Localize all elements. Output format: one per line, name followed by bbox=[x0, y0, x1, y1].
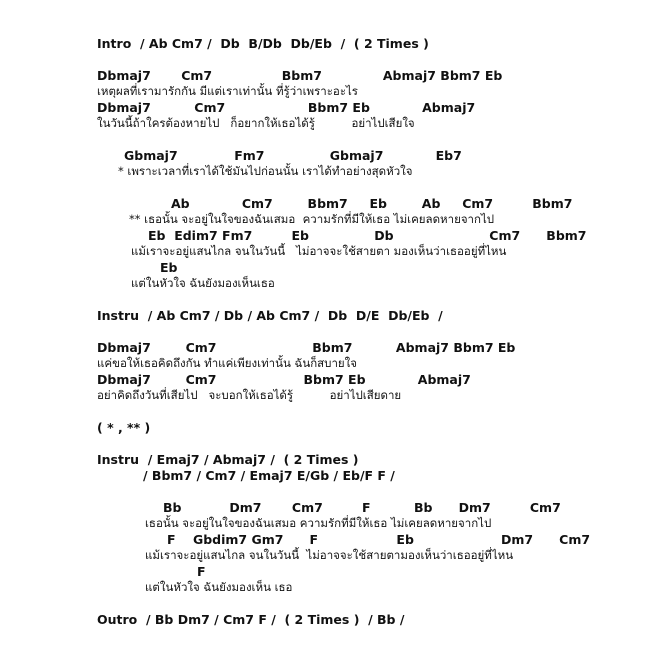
intro-line: Intro / Ab Cm7 / Db B/Db Db/Eb / ( 2 Times ) bbox=[97, 36, 429, 51]
verse2-chords-1: Dbmaj7 Cm7 Bbm7 Abmaj7 Bbm7 Eb bbox=[97, 340, 516, 355]
pre-chorus-chords: Gbmaj7 Fm7 Gbmaj7 Eb7 bbox=[124, 148, 462, 163]
verse1-chords-1: Dbmaj7 Cm7 Bbm7 Abmaj7 Bbm7 Eb bbox=[97, 68, 503, 83]
chorus1-lyrics-1: ** เธอนั้น จะอยู่ในใจของฉันเสมอ ความรักที่มีให้เธอ ไม่เคยลดหายจากไป bbox=[129, 212, 495, 226]
instru2-line-1: Instru / Emaj7 / Abmaj7 / ( 2 Times ) bbox=[97, 452, 359, 467]
verse2-lyrics-1: แค่ขอให้เธอคิดถึงกัน ทำแค่เพียงเท่านั้น ฉันก็สบายใจ bbox=[97, 356, 358, 370]
verse2-chords-2: Dbmaj7 Cm7 Bbm7 Eb Abmaj7 bbox=[97, 372, 471, 387]
chorus2-chords-2: F Gbdim7 Gm7 F Eb Dm7 Cm7 bbox=[167, 532, 591, 547]
verse1-lyrics-1: เหตุผลที่เรามารักกัน มีแต่เราเท่านั้น ที่รู้ว่าเพราะอะไร bbox=[97, 84, 358, 98]
pre-chorus-lyrics: * เพราะเวลาที่เราได้ใช้มันไปก่อนนั้น เราได้ทำอย่างสุดหัวใจ bbox=[118, 164, 413, 178]
verse1-lyrics-2: ในวันนี้ถ้าใครต้องหายไป ก็อยากให้เธอได้รู้ อย่าไปเสียใจ bbox=[97, 116, 415, 130]
chorus2-chords-1: Bb Dm7 Cm7 F Bb Dm7 Cm7 bbox=[163, 500, 561, 515]
chorus1-chords-1: Ab Cm7 Bbm7 Eb Ab Cm7 Bbm7 bbox=[171, 196, 573, 211]
chorus1-lyrics-3: แต่ในหัวใจ ฉันยังมองเห็นเธอ bbox=[131, 276, 275, 290]
chorus1-lyrics-2: แม้เราจะอยู่แสนไกล จนในวันนี้ ไม่อาจจะใช้สายตา มองเห็นว่าเธออยู่ที่ไหน bbox=[131, 244, 507, 258]
repeat-marker: ( * , ** ) bbox=[97, 420, 151, 435]
verse1-chords-2: Dbmaj7 Cm7 Bbm7 Eb Abmaj7 bbox=[97, 100, 476, 115]
outro-line: Outro / Bb Dm7 / Cm7 F / ( 2 Times ) / Bb / bbox=[97, 612, 405, 627]
chorus2-lyrics-2: แม้เราจะอยู่แสนไกล จนในวันนี้ ไม่อาจจะใช้สายตามองเห็นว่าเธออยู่ที่ไหน bbox=[145, 548, 514, 562]
verse2-lyrics-2: อย่าคิดถึงวันที่เสียไป จะบอกให้เธอได้รู้ อย่าไปเสียดาย bbox=[97, 388, 402, 402]
chorus1-chords-2: Eb Edim7 Fm7 Eb Db Cm7 Bbm7 bbox=[148, 228, 587, 243]
instru1-line: Instru / Ab Cm7 / Db / Ab Cm7 / Db D/E Db/Eb / bbox=[97, 308, 443, 323]
chorus1-chords-3: Eb bbox=[160, 260, 178, 275]
chorus2-lyrics-3: แต่ในหัวใจ ฉันยังมองเห็น เธอ bbox=[145, 580, 293, 594]
instru2-line-2: / Bbm7 / Cm7 / Emaj7 E/Gb / Eb/F F / bbox=[143, 468, 395, 483]
chorus2-lyrics-1: เธอนั้น จะอยู่ในใจของฉันเสมอ ความรักที่มีให้เธอ ไม่เคยลดหายจากไป bbox=[145, 516, 492, 530]
chorus2-chords-3: F bbox=[197, 564, 206, 579]
